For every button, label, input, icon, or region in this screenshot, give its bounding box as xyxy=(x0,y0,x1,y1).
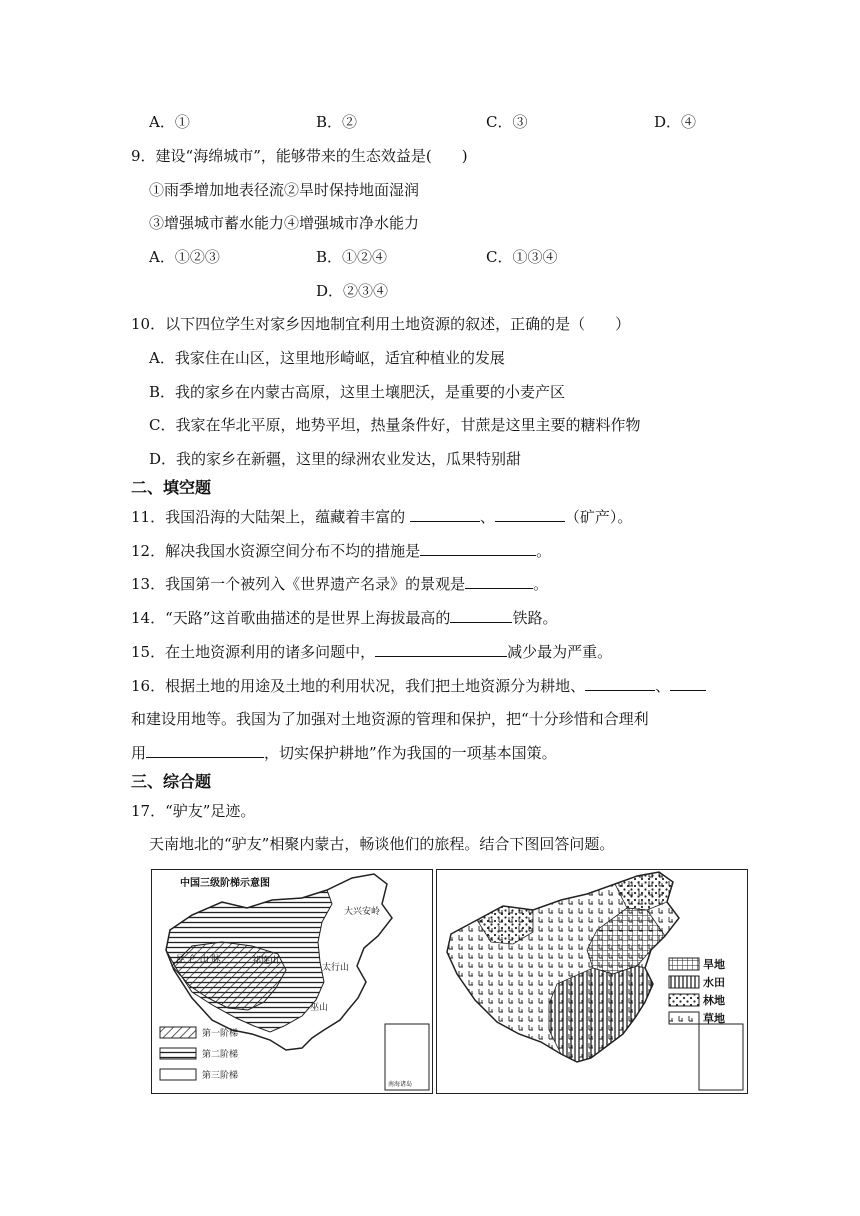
q9-statement-1: ①雨季增加地表径流②旱时保持地面湿润 xyxy=(149,181,420,199)
q16-line-1: 16．根据土地的用途及土地的利用状况，我们把土地资源分为耕地、 、 xyxy=(131,676,706,696)
q12-blank[interactable] xyxy=(420,541,536,556)
map1-legend-step2: 第二阶梯 xyxy=(202,1050,239,1060)
map1-label-daxinganling: 大兴安岭 xyxy=(344,907,381,917)
map1-label-kunlun: 昆 仑 山 脉 xyxy=(176,955,221,965)
q11-blank-2[interactable] xyxy=(495,507,565,522)
q14-blank[interactable] xyxy=(450,608,512,623)
map2-legend-forest: 林地 xyxy=(703,994,725,1007)
q10-option-a: A．我家住在山区，这里地形崎岖，适宜种植业的发展 xyxy=(149,349,505,367)
q16-blank-2[interactable] xyxy=(670,676,706,691)
q17-intro: 天南地北的“驴友”相聚内蒙古，畅谈他们的旅程。结合下图回答问题。 xyxy=(149,835,615,853)
q9-stem: 9．建设“海绵城市”，能够带来的生态效益是( ) xyxy=(131,147,468,165)
q13-blank[interactable] xyxy=(465,574,533,589)
q9-statement-2: ③增强城市蓄水能力④增强城市净水能力 xyxy=(149,214,420,232)
q9-option-c: C．①③④ xyxy=(486,248,558,266)
section-heading-fill-in: 二、填空题 xyxy=(131,478,212,497)
q16-line-3: 用 ，切实保护耕地”作为我国的一项基本国策。 xyxy=(131,744,557,762)
q15: 15．在土地资源利用的诸多问题中， 减少最为严重。 xyxy=(131,643,613,661)
q8-option-b: B．② xyxy=(316,113,358,131)
land-use-map xyxy=(436,869,748,1094)
q8-option-a: A．① xyxy=(149,113,190,131)
q17-title: 17．“驴友”足迹。 xyxy=(131,802,256,820)
q13: 13．我国第一个被列入《世界遗产名录》的景观是 。 xyxy=(131,575,549,593)
q11-blank-1[interactable] xyxy=(410,507,480,522)
map1-label-wushan: 巫山 xyxy=(310,1003,329,1013)
q11: 11．我国沿海的大陆架上，蕴藏着丰富的 、 （矿产）。 xyxy=(131,508,633,526)
map2-legend-paddy: 水田 xyxy=(703,976,725,989)
q16-blank-1[interactable] xyxy=(585,676,655,691)
map1-label-taihang: 太行山 xyxy=(322,963,350,973)
q10-stem: 10．以下四位学生对家乡因地制宜利用土地资源的叙述，正确的是（ ） xyxy=(131,315,631,333)
q16-line-2: 和建设用地等。我国为了加强对土地资源的管理和保护，把“十分珍惜和合理利 xyxy=(131,710,649,728)
terrain-steps-map xyxy=(151,869,433,1094)
map2-legend-grassland: 草地 xyxy=(703,1012,725,1025)
q9-option-b: B．①②④ xyxy=(316,248,388,266)
q8-option-c: C．③ xyxy=(486,113,528,131)
q15-blank[interactable] xyxy=(375,642,507,657)
q9-option-d: D．②③④ xyxy=(316,282,389,300)
map1-inset-label: 南海诸岛 xyxy=(388,1081,413,1088)
map1-legend-step3: 第三阶梯 xyxy=(202,1071,239,1081)
q14: 14．“天路”这首歌曲描述的是世界上海拔最高的 铁路。 xyxy=(131,609,558,627)
map1-legend-step1: 第一阶梯 xyxy=(202,1029,239,1039)
q10-option-b: B．我的家乡在内蒙古高原，这里土壤肥沃，是重要的小麦产区 xyxy=(149,383,566,401)
q10-option-d: D．我的家乡在新疆，这里的绿洲农业发达，瓜果特别甜 xyxy=(149,450,522,468)
q10-option-c: C．我家在华北平原，地势平坦，热量条件好，甘蔗是这里主要的糖料作物 xyxy=(149,416,641,434)
map2-legend-dryland: 旱地 xyxy=(703,958,725,971)
map1-title: 中国三级阶梯示意图 xyxy=(180,878,270,889)
q8-option-d: D．④ xyxy=(654,113,697,131)
q9-option-a: A．①②③ xyxy=(149,248,220,266)
section-heading-comprehensive: 三、综合题 xyxy=(131,772,212,791)
q16-blank-3[interactable] xyxy=(146,743,264,758)
map1-label-qilian: 祁连山 xyxy=(252,956,280,966)
q12: 12．解决我国水资源空间分布不均的措施是 。 xyxy=(131,542,552,560)
